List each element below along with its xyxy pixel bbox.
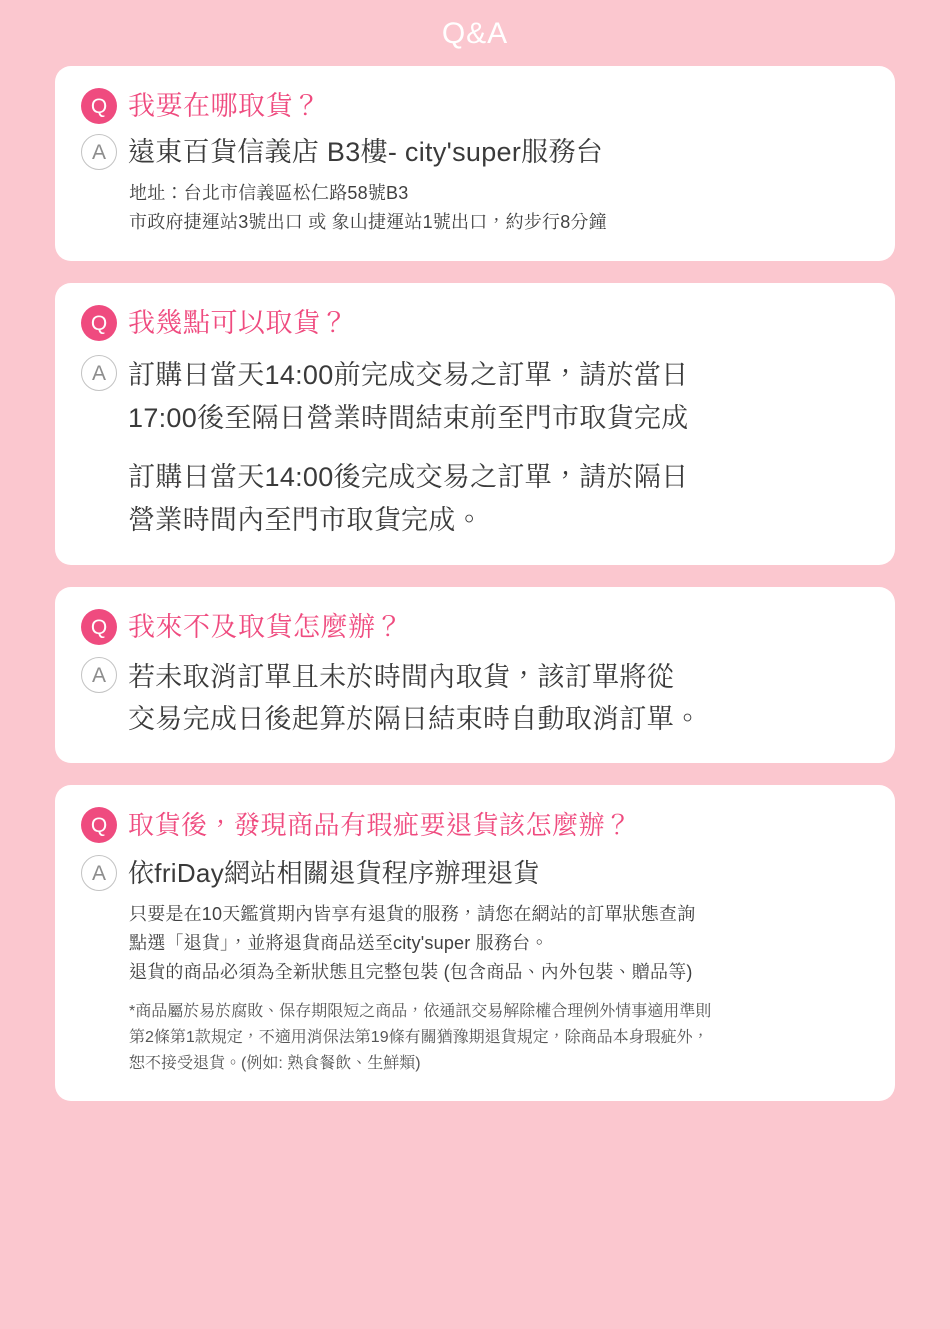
page-title: Q&A [441,17,509,50]
question-text: 我來不及取貨怎麼辦？ [128,612,403,642]
answer-footnote-line: *商品屬於易於腐敗、保存期限短之商品，依通訊交易解除權合理例外情事適用準則 [129,1003,712,1020]
answer-line: 若未取消訂單且未於時間內取貨，該訂單將從 [128,662,674,692]
question-text: 取貨後，發現商品有瑕疵要退貨該怎麼辦？ [128,810,632,840]
question-badge-icon: Q [81,88,117,124]
question-text: 我要在哪取貨？ [128,91,321,121]
answer-line: 交易完成日後起算於隔日結束時自動取消訂單。 [128,704,702,734]
answer-badge-icon: A [81,355,117,391]
answer-line: 訂購日當天14:00前完成交易之訂單，請於當日 [128,360,689,390]
answer-detail-line: 地址：台北市信義區松仁路58號B3 [129,183,409,203]
answer-line: 營業時間內至門市取貨完成。 [128,505,483,535]
answer-row [81,855,869,891]
answer-line: 依friDay網站相關退貨程序辦理退貨 [128,858,540,888]
answer-detail-line: 只要是在10天鑑賞期內皆享有退貨的服務，請您在網站的訂單狀態查詢 [129,904,696,924]
qa-card-return-policy [55,785,895,1101]
answer-badge-icon: A [81,134,117,170]
answer-detail-line: 點選「退貨」，並將退貨商品送至city'super 服務台。 [129,933,549,953]
answer-row [81,355,869,541]
question-row [81,807,869,843]
answer-badge-icon: A [81,855,117,891]
question-badge-icon: Q [81,807,117,843]
answer-paragraph [128,355,869,439]
question-badge-icon: Q [81,609,117,645]
qa-card-pickup-location [55,66,895,261]
question-row [81,609,869,645]
qa-card-missed-pickup [55,587,895,763]
answer-block [128,657,869,739]
answer-paragraph [128,457,869,541]
answer-row [81,657,869,739]
answer-row [81,134,869,170]
answer-line: 遠東百貨信義店 B3樓- city'super服務台 [128,137,604,167]
question-row [81,305,869,341]
qa-card-pickup-time [55,283,895,565]
answer-footnote-line: 恕不接受退貨。(例如: 熟食餐飲、生鮮類) [129,1055,421,1072]
answer-detail-list [81,179,869,237]
answer-block [128,134,869,170]
answer-detail-list [81,900,869,987]
answer-footnote-line: 第2條第1款規定，不適用消保法第19條有關猶豫期退貨規定，除商品本身瑕疵外， [129,1029,709,1046]
answer-detail-line: 市政府捷運站3號出口 或 象山捷運站1號出口，約步行8分鐘 [129,212,607,232]
answer-line: 訂購日當天14:00後完成交易之訂單，請於隔日 [128,462,689,492]
answer-block [128,855,869,891]
question-badge-icon: Q [81,305,117,341]
question-row [81,88,869,124]
answer-detail-line: 退貨的商品必須為全新狀態且完整包裝 (包含商品、內外包裝、贈品等) [129,962,693,982]
answer-line: 17:00後至隔日營業時間結束前至門市取貨完成 [128,403,689,433]
question-text: 我幾點可以取貨？ [128,308,348,338]
answer-badge-icon: A [81,657,117,693]
answer-footnote-list [81,999,869,1077]
answer-block [128,355,869,541]
